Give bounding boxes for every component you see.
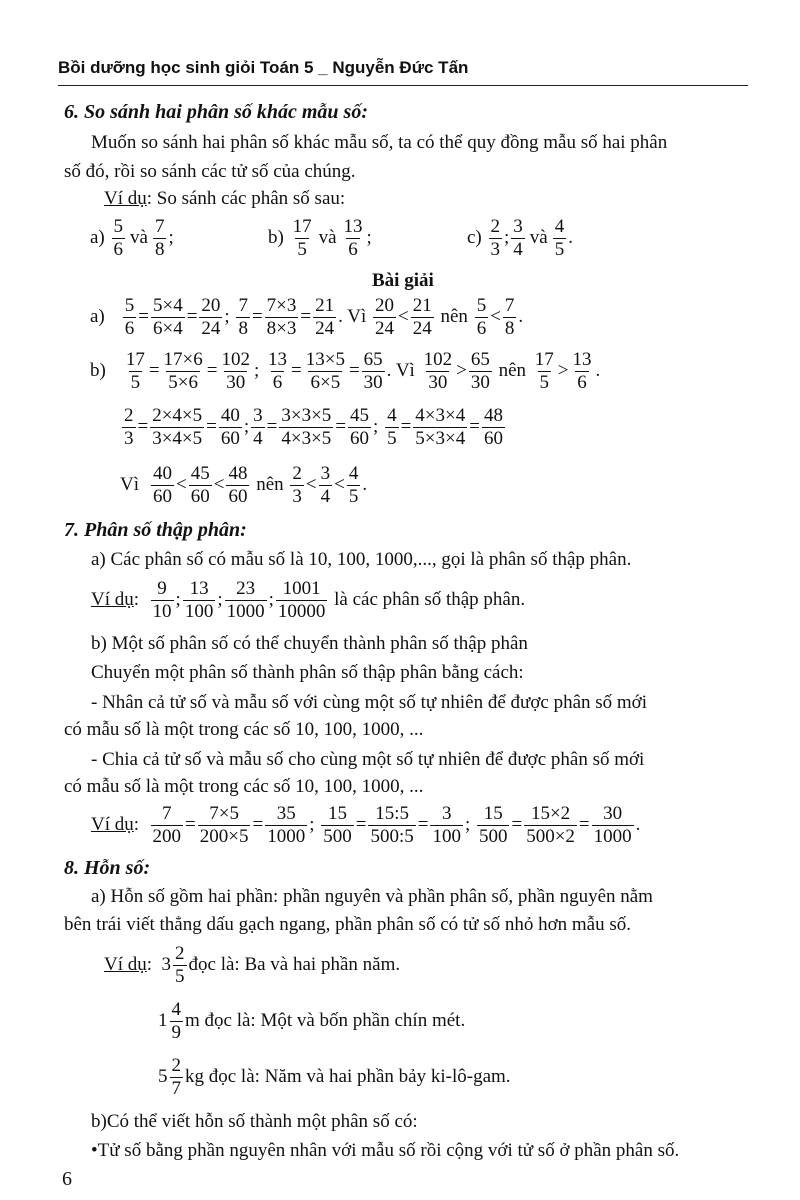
s7-method1-cont: có mẫu số là một trong các số 10, 100, 1000, ...: [64, 719, 424, 740]
example1-text: đọc là: Ba và hai phần năm.: [188, 954, 401, 976]
word-because: . Vì: [386, 360, 415, 382]
example3-text: kg đọc là: Năm và hai phần bảy ki-lô-gam.: [185, 1066, 511, 1088]
section-8-heading: 8. Hỗn số:: [64, 857, 151, 879]
section-6-heading: 6. So sánh hai phân số khác mẫu số:: [64, 101, 368, 123]
solution-c-line1: $\frac{2}{3}$ = $\frac{2\times 4\times 5}{3\times 4\times 5}$ = $\frac{40}{60}$ ; $\frac{3}{4}$ = $\frac{3\times 3\times 5}{4\times 3\times 5}$ = $\frac{45}{60}$ ; $\frac{4}{5}$ = $\frac{4\times 3\times 4}{5\times 3\times 4}$ = $\frac{48}{60}$: [124, 405, 503, 449]
s8-example1: Ví dụ : 3 $\frac{2}{5}$ đọc là: Ba và hai phần năm.: [104, 943, 401, 987]
s8-example2: [158, 1000, 465, 1043]
s7-example: Ví dụ : $\frac{9}{10}$ ; $\frac{13}{100}$ ; $\frac{23}{1000}$ ; $\frac{1001}{10000}$ là các phân số thập phân.: [91, 578, 526, 622]
example2-text: m đọc là: Một và bốn phần chín mét.: [185, 1010, 466, 1032]
label-a: a): [90, 227, 105, 249]
s6-example-line: [104, 188, 345, 210]
word-and: và: [130, 227, 148, 249]
example-label: Ví dụ: [104, 188, 147, 209]
s8-bullet: •Tử số bằng phần nguyên nhân với mẫu số rồi cộng với tử số ở phần phân số.: [91, 1140, 680, 1161]
semicolon: ;: [366, 227, 372, 249]
word-so: nên: [440, 306, 468, 328]
s8-example3: [158, 1056, 511, 1099]
example-label: Ví dụ: [91, 814, 134, 836]
fraction: $\frac{3}{4}$: [513, 216, 523, 260]
example-text: : So sánh các phân số sau:: [146, 188, 346, 209]
fraction: $\frac{7}{8}$: [154, 216, 165, 260]
example-label: Ví dụ: [91, 589, 134, 611]
s7-point-b: b) Một số phân số có thể chuyển thành phân số thập phân: [91, 633, 528, 654]
s7-point-a: a) Các phân số có mẫu số là 10, 100, 1000,..., gọi là phân số thập phân.: [91, 549, 632, 570]
fraction: $\frac{13}{6}$: [343, 216, 363, 260]
label-b: b): [268, 227, 284, 249]
s7-method1: - Nhân cả tử số và mẫu số với cùng một số tự nhiên để được phân số mới: [91, 692, 648, 713]
fraction: $\frac{4}{5}$: [554, 216, 565, 260]
example-label: Ví dụ: [104, 954, 147, 976]
solution-title: Bài giải: [372, 270, 434, 291]
page-number: 6: [62, 1168, 72, 1190]
exercise-b: [268, 217, 372, 260]
section-7-heading: 7. Phân số thập phân:: [64, 519, 247, 541]
mixed-number: 3 $\frac{2}{5}$: [161, 943, 185, 987]
fraction: $\frac{5}{6}$: [113, 216, 124, 260]
exercise-a: [90, 217, 174, 260]
exercise-c: c) $\frac{2}{3}$ ; $\frac{3}{4}$ và $\frac{4}{5}$ .: [467, 216, 573, 260]
fraction: $\frac{2}{3}$: [490, 216, 501, 260]
s7-conversion-example: Ví dụ : $\frac{7}{200}$ = $\frac{7\times 5}{200\times 5}$ = $\frac{35}{1000}$ ; $\frac{15}{500}$ = $\frac{15:5}{500:5}$ = $\frac{3}{100}$ ; $\frac{15}{500}$ = $\frac{15\times 2}{500\times 2}$ = $\frac{30}{1000}$ .: [91, 803, 641, 847]
mixed-number: 5 $\frac{2}{7}$: [158, 1055, 181, 1099]
word-and: và: [318, 227, 337, 249]
solution-b: b) $\frac{17}{5}$ = $\frac{17\times 6}{5\times 6}$ = $\frac{102}{30}$ ; $\frac{13}{6}$ = $\frac{13\times 5}{6\times 5}$ = $\frac{65}{30}$ . Vì $\frac{102}{30}$ > $\frac{65}{30}$ nên $\frac{17}{5}$ > $\frac{13}{6}$ .: [90, 349, 601, 393]
s6-paragraph-line1: Muốn so sánh hai phân số khác mẫu số, ta có thể quy đồng mẫu số hai phân: [91, 132, 668, 153]
word-because: . Vì: [338, 306, 367, 328]
s7-method2: - Chia cả tử số và mẫu số cho cùng một số tự nhiên để được phân số mới: [91, 749, 645, 770]
semicolon: ;: [168, 227, 174, 249]
word-so: nên: [256, 474, 284, 496]
label-c: c): [467, 227, 482, 249]
s6-paragraph-line2: số đó, rồi so sánh các tử số của chúng.: [64, 161, 356, 182]
word-so: nên: [498, 360, 526, 382]
s8-point-b: b)Có thể viết hỗn số thành một phân số có:: [91, 1111, 418, 1132]
s8-point-a-line2: bên trái viết thẳng dấu gạch ngang, phần phân số có tử số nhỏ hơn mẫu số.: [64, 914, 632, 935]
s7-how: Chuyển một phân số thành phân số thập phân bằng cách:: [91, 662, 524, 683]
example-tail: là các phân số thập phân.: [334, 589, 526, 611]
fraction: $\frac{17}{5}$: [292, 216, 312, 260]
solution-a: a) $\frac{5}{6}$ = $\frac{5\times 4}{6\times 4}$ = $\frac{20}{24}$ ; $\frac{7}{8}$ = $\frac{7\times 3}{8\times 3}$ = $\frac{21}{24}$ . Vì $\frac{20}{24}$ < $\frac{21}{24}$ nên $\frac{5}{6}$ < $\frac{7}{8}$ .: [90, 295, 524, 339]
solution-c-line2: Vì $\frac{40}{60}$ < $\frac{45}{60}$ < $\frac{48}{60}$ nên $\frac{2}{3}$ < $\frac{3}{4}$ < $\frac{4}{5}$ .: [120, 463, 368, 507]
running-header: Bồi dưỡng học sinh giỏi Toán 5 _ Nguyễn Đức Tấn: [58, 58, 469, 77]
s7-method2-cont: có mẫu số là một trong các số 10, 100, 1000, ...: [64, 776, 424, 797]
word-and: và: [529, 227, 548, 249]
mixed-number: 1 $\frac{4}{9}$: [158, 999, 181, 1043]
s8-point-a-line1: a) Hỗn số gồm hai phần: phần nguyên và phần phân số, phần nguyên nằm: [91, 886, 653, 907]
period: .: [568, 227, 573, 249]
header-rule: [58, 85, 748, 86]
